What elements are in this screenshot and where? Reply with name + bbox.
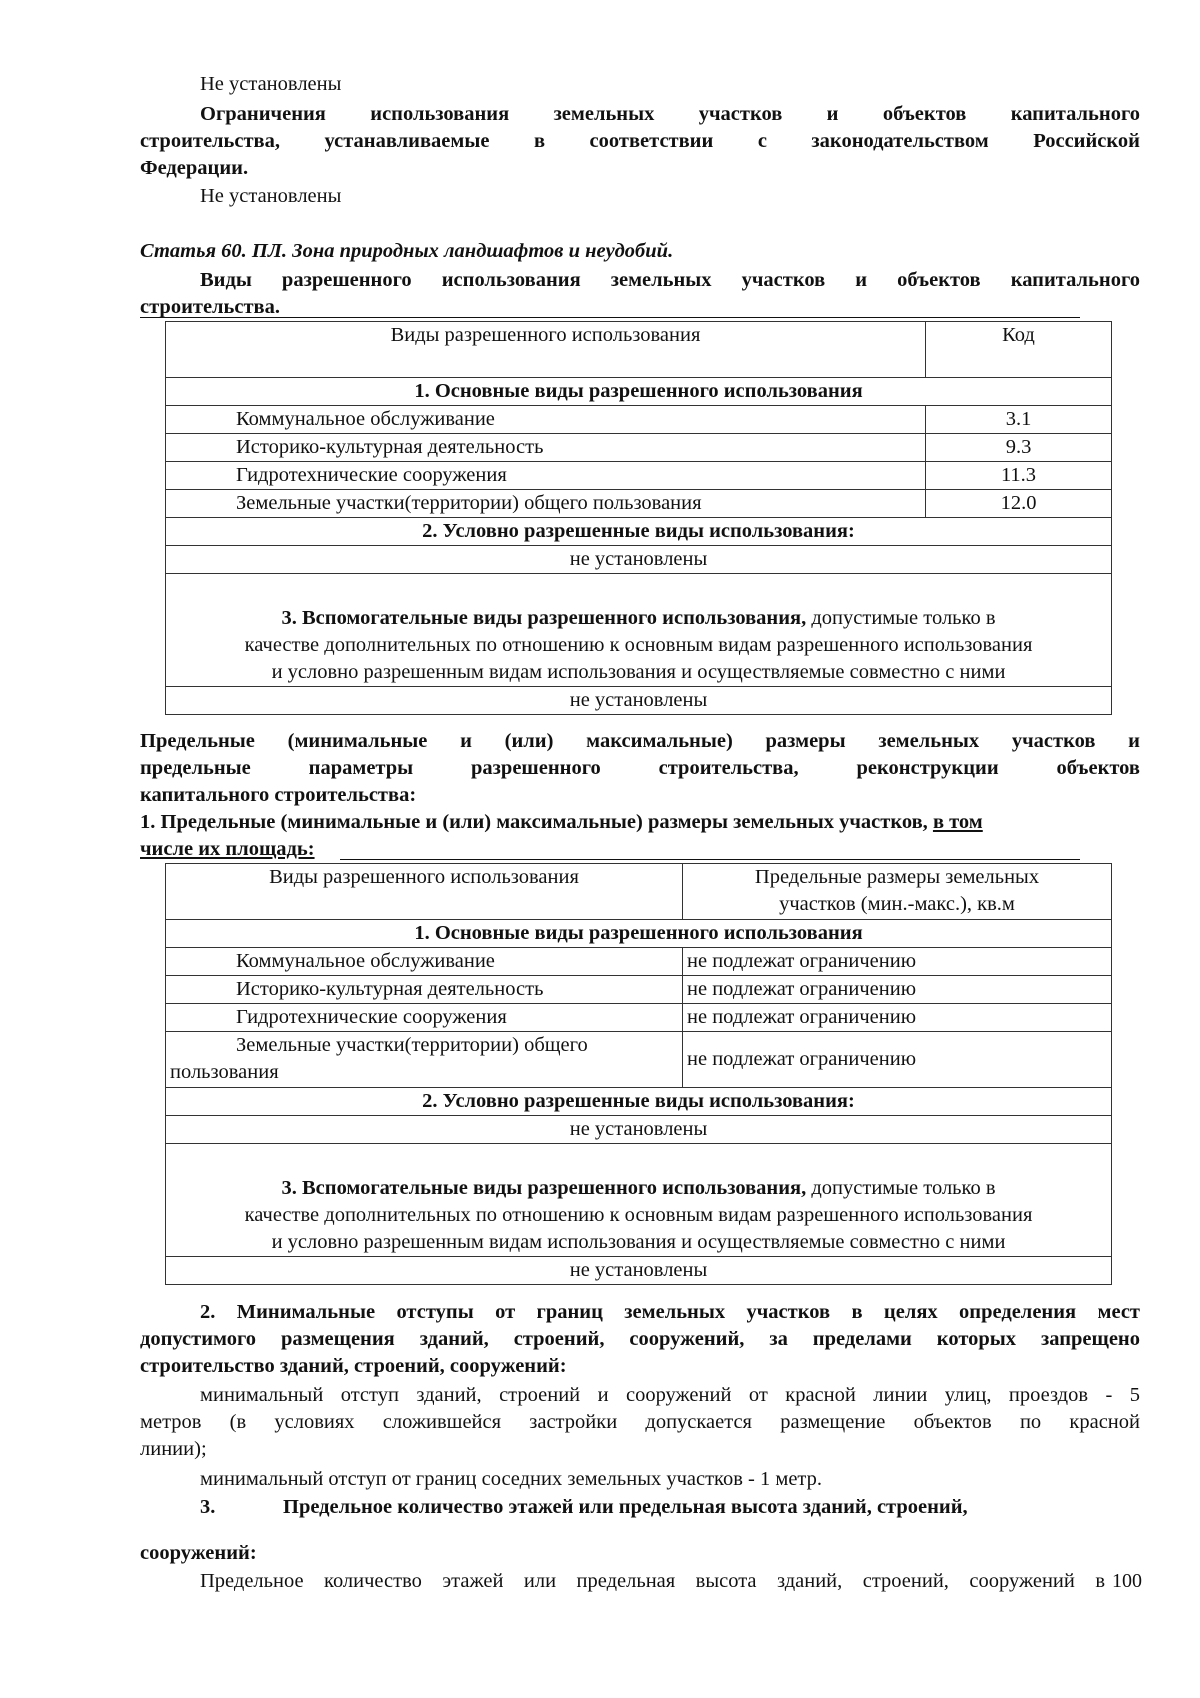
header-uses: Виды разрешенного использования (166, 864, 683, 920)
header-sizes-line-1: Предельные размеры земельных (754, 866, 1040, 888)
limits-underline (340, 859, 1080, 860)
header-uses: Виды разрешенного использования (166, 322, 926, 378)
use-code: 9.3 (926, 434, 1112, 462)
size-value: не подлежат ограничению (683, 1032, 1112, 1088)
auxiliary-title-rest: допустимые только в (806, 1177, 996, 1199)
restrictions-heading-line-1: Ограничения использования земельных участков и объектов капитального (200, 103, 1140, 125)
not-established-text-1: Не установлены (200, 73, 342, 95)
use-name: Коммунальное обслуживание (166, 406, 926, 434)
table-row (166, 434, 1112, 462)
size-value: не подлежат ограничению (683, 948, 1112, 976)
setbacks-p1-line-3: линии); (140, 1438, 207, 1460)
use-name: Земельные участки(территории) общего пользования (166, 490, 926, 518)
use-name: Гидротехнические сооружения (166, 462, 926, 490)
use-name-line-2: пользования (170, 1061, 279, 1083)
conditional-uses-value: не установлены (166, 546, 1112, 574)
section-auxiliary-uses (166, 1144, 1112, 1257)
table-row (166, 1004, 1112, 1032)
setbacks-p1-line-1: минимальный отступ зданий, строений и сооружений от красной линии улиц, проездов - 5 (200, 1384, 1140, 1406)
header-code: Код (926, 322, 1112, 378)
table-row (166, 406, 1112, 434)
limits-item-1-line-1 (140, 809, 1140, 836)
uses-table-header (166, 322, 1112, 378)
heading-underline (140, 317, 1080, 318)
auxiliary-title: 3. Вспомогательные виды разрешенного использования, (281, 607, 807, 629)
section-main-uses: 1. Основные виды разрешенного использования (166, 920, 1112, 948)
use-name: Гидротехнические сооружения (166, 1004, 683, 1032)
auxiliary-title-rest: допустимые только в (806, 607, 996, 629)
limits-item-1-underlined: в том (932, 811, 983, 833)
restrictions-heading-line-3: Федерации. (140, 157, 249, 179)
use-name: Коммунальное обслуживание (166, 948, 683, 976)
uses-heading-line-2: строительства. (140, 296, 281, 318)
page-number: 100 (1112, 1570, 1142, 1592)
auxiliary-line-3: и условно разрешенным видам использования и осуществляемые совместно с ними (271, 1231, 1006, 1253)
limits-item-1-text: 1. Предельные (минимальные и (или) максимальные) размеры земельных участков, (140, 811, 933, 833)
auxiliary-title: 3. Вспомогательные виды разрешенного использования, (281, 1177, 807, 1199)
auxiliary-line-3: и условно разрешенным видам использования и осуществляемые совместно с ними (271, 661, 1006, 683)
uses-table (165, 321, 1112, 715)
floors-heading-line-2: сооружений: (140, 1542, 257, 1564)
section-conditional-uses: 2. Условно разрешенные виды использования: (166, 1088, 1112, 1116)
setbacks-p2: минимальный отступ от границ соседних земельных участков - 1 метр. (200, 1468, 823, 1490)
header-sizes (683, 864, 1112, 920)
setbacks-heading-line-1: 2. Минимальные отступы от границ земельных участков в целях определения мест (200, 1301, 1140, 1323)
conditional-uses-value: не установлены (166, 1116, 1112, 1144)
auxiliary-uses-value: не установлены (166, 1257, 1112, 1285)
floors-text: Предельное количество этажей или предельная высота зданий, строений, сооружений в (200, 1570, 1105, 1592)
setbacks-heading-line-3: строительство зданий, строений, сооружений: (140, 1355, 567, 1377)
table-row (166, 1032, 1112, 1088)
use-name-line-1: Земельные участки(территории) общего (236, 1034, 588, 1056)
restrictions-heading-line-2: строительства, устанавливаемые в соответствии с законодательством Российской (140, 130, 1140, 152)
use-code: 3.1 (926, 406, 1112, 434)
table-row (166, 976, 1112, 1004)
floors-heading-line-1: Предельное количество этажей или предельная высота зданий, строений, (283, 1496, 968, 1518)
uses-heading-line-1: Виды разрешенного использования земельных участков и объектов капитального (200, 269, 1140, 291)
floors-number: 3. (200, 1496, 216, 1518)
limits-item-1-line-2: числе их площадь: (140, 838, 315, 860)
size-value: не подлежат ограничению (683, 976, 1112, 1004)
article-title: Статья 60. ПЛ. Зона природных ландшафтов и неудобий. (140, 240, 674, 262)
sizes-table (165, 863, 1112, 1285)
auxiliary-uses-value: не установлены (166, 687, 1112, 715)
sizes-table-header (166, 864, 1112, 920)
use-name: Историко-культурная деятельность (166, 976, 683, 1004)
auxiliary-line-2: качестве дополнительных по отношению к основным видам разрешенного использования (244, 1204, 1033, 1226)
not-established-text-2: Не установлены (200, 185, 342, 207)
header-sizes-line-2: участков (мин.-макс.), кв.м (779, 893, 1015, 915)
table-row (166, 462, 1112, 490)
section-conditional-uses: 2. Условно разрешенные виды использования: (166, 518, 1112, 546)
use-code: 11.3 (926, 462, 1112, 490)
setbacks-p1-line-2: метров (в условиях сложившейся застройки допускается размещение объектов по красной (140, 1411, 1140, 1433)
limits-heading-line-3: капитального строительства: (140, 784, 417, 806)
section-auxiliary-uses (166, 574, 1112, 687)
limits-heading-line-2: предельные параметры разрешенного строительства, реконструкции объектов (140, 757, 1140, 779)
section-main-uses: 1. Основные виды разрешенного использования (166, 378, 1112, 406)
limits-heading-line-1: Предельные (минимальные и (или) максимальные) размеры земельных участков и (140, 730, 1140, 752)
size-value: не подлежат ограничению (683, 1004, 1112, 1032)
use-name: Историко-культурная деятельность (166, 434, 926, 462)
use-code: 12.0 (926, 490, 1112, 518)
setbacks-heading-line-2: допустимого размещения зданий, строений, сооружений, за пределами которых запрещено (140, 1328, 1140, 1350)
auxiliary-line-2: качестве дополнительных по отношению к основным видам разрешенного использования (244, 634, 1033, 656)
table-row (166, 490, 1112, 518)
use-name (166, 1032, 683, 1088)
table-row (166, 948, 1112, 976)
